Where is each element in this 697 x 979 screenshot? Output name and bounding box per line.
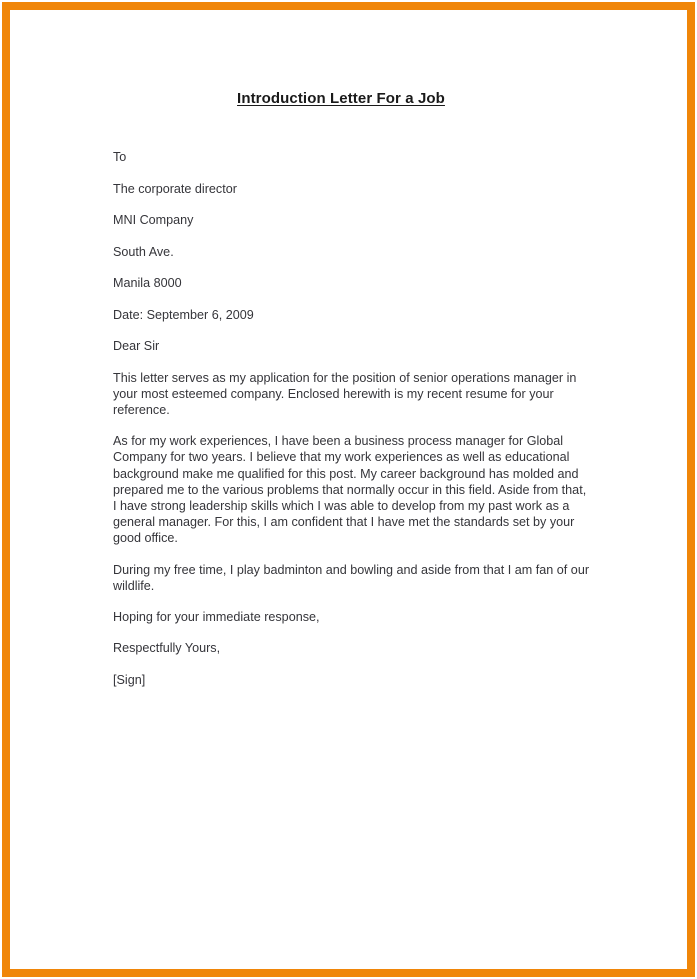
address-line-street: South Ave. — [113, 244, 174, 259]
paragraph-application: This letter serves as my application for the position of senior operations manager in your most esteemed company. Enclosed herewith is my recent resume for your reference. — [113, 370, 577, 417]
closing-line-valediction: Respectfully Yours, — [113, 641, 221, 656]
address-line-recipient: The corporate director — [113, 181, 237, 196]
paragraph-personal: During my free time, I play badminton and bowling and aside from that I am fan of our wildlife. — [113, 562, 590, 593]
letter-paragraphs — [113, 370, 591, 594]
address-line-company: MNI Company — [113, 213, 194, 227]
paragraph-experience: As for my work experiences, I have been a business process manager for Global Company for two years. I believe that my work experiences as well as educational background make me qualified for this post. My career background has molded and prepared me to the various problems that normally occur in this field. Aside from that, I have strong leadership skills which I was able to develop from my past work as a general manager. For this, I am confident that I have met the standards set by your good office. — [113, 434, 587, 546]
page-title: Introduction Letter For a Job — [237, 90, 445, 107]
blank-lower-page-area — [10, 700, 687, 969]
salutation: Dear Sir — [113, 339, 160, 353]
letter-closing — [113, 609, 591, 688]
closing-line-response: Hoping for your immediate response, — [113, 609, 320, 624]
recipient-address-block — [113, 149, 591, 354]
address-line-date: Date: September 6, 2009 — [113, 307, 254, 322]
address-line-city: Manila 8000 — [113, 276, 182, 290]
address-line-to: To — [113, 150, 127, 164]
letter-content — [113, 89, 591, 688]
orange-decorative-border — [2, 2, 695, 977]
signature-placeholder: [Sign] — [113, 672, 146, 687]
document-sheet — [10, 10, 687, 969]
